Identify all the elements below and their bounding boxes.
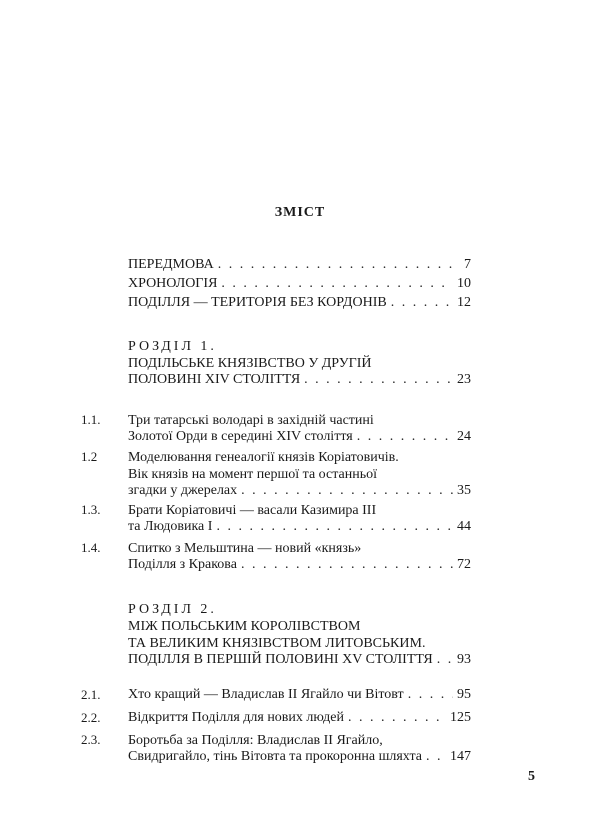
item-text-line: згадки у джерелах	[128, 483, 238, 498]
section-2-title-last[interactable]	[128, 651, 471, 669]
toc-item-1-2-last[interactable]	[128, 482, 471, 500]
toc-entry-text: ПЕРЕДМОВА	[128, 257, 214, 272]
toc-item-2-3-last[interactable]	[128, 748, 471, 766]
toc-entry-page: 93	[457, 652, 471, 667]
toc-item-2-1[interactable]	[128, 686, 471, 704]
toc-item-2-2[interactable]	[128, 709, 471, 727]
toc-entry-preface[interactable]	[128, 256, 471, 274]
item-number: 1.4.	[81, 540, 101, 555]
item-number: 2.2.	[81, 710, 101, 725]
section-2-heading[interactable]	[128, 601, 425, 652]
section-1-heading[interactable]	[128, 338, 372, 372]
section-title-line: ПОДІЛЬСЬКЕ КНЯЗІВСТВО У ДРУГІЙ	[128, 356, 372, 371]
toc-item-1-3[interactable]	[128, 502, 376, 519]
leader-dots	[357, 428, 453, 446]
section-title-line: ТА ВЕЛИКИМ КНЯЗІВСТВОМ ЛИТОВСЬКИМ.	[128, 636, 426, 651]
toc-item-1-1[interactable]	[128, 412, 374, 429]
toc-entry-page: 125	[450, 710, 471, 725]
section-label: РОЗДІЛ 1.	[128, 339, 217, 354]
item-number: 1.3.	[81, 502, 101, 517]
item-text-line: Брати Коріатовичі — васали Казимира III	[128, 503, 377, 518]
item-text-line: та Людовика І	[128, 519, 213, 534]
leader-dots	[408, 686, 453, 704]
page-title: ЗМІСТ	[274, 205, 326, 220]
toc-entry-page: 72	[457, 557, 471, 572]
toc-entry-page: 24	[457, 429, 471, 444]
toc-entry-page: 35	[457, 483, 471, 498]
toc-entry-page: 12	[457, 295, 471, 310]
item-text-line: Хто кращий — Владислав II Ягайло чи Вітовт	[128, 687, 404, 702]
toc-entry-page: 147	[450, 749, 471, 764]
page-number: 5	[528, 769, 535, 784]
leader-dots	[241, 556, 453, 574]
toc-entry-text: ПОДІЛЛЯ — ТЕРИТОРІЯ БЕЗ КОРДОНІВ	[128, 295, 387, 310]
leader-dots	[391, 294, 453, 312]
item-text-line: Поділля з Кракова	[128, 557, 237, 572]
leader-dots	[304, 371, 453, 389]
leader-dots	[348, 709, 446, 727]
toc-item-1-4[interactable]	[128, 540, 361, 557]
leader-dots	[241, 482, 453, 500]
toc-entry-page: 95	[457, 687, 471, 702]
toc-item-1-1-last[interactable]	[128, 428, 471, 446]
toc-item-1-2[interactable]	[128, 449, 399, 483]
toc-entry-chronology[interactable]	[128, 275, 471, 293]
section-title-line: МІЖ ПОЛЬСЬКИМ КОРОЛІВСТВОМ	[128, 619, 361, 634]
toc-item-1-4-last[interactable]	[128, 556, 471, 574]
leader-dots	[437, 651, 453, 669]
toc-item-2-3[interactable]	[128, 732, 383, 749]
toc-entry-page: 44	[457, 519, 471, 534]
toc-entry-page: 10	[457, 276, 471, 291]
toc-item-1-3-last[interactable]	[128, 518, 471, 536]
item-number: 2.1.	[81, 687, 101, 702]
item-text-line: Вік князів на момент першої та останньої	[128, 467, 377, 482]
item-text-line: Золотої Орди в середині XIV століття	[128, 429, 353, 444]
item-text-line: Моделювання генеалогії князів Коріатовичів.	[128, 450, 399, 465]
toc-entry-podillia[interactable]	[128, 294, 471, 312]
item-text-line: Спитко з Мельштина — новий «князь»	[128, 541, 362, 556]
item-text-line: Відкриття Поділля для нових людей	[128, 710, 344, 725]
section-label: РОЗДІЛ 2.	[128, 602, 217, 617]
section-title-line: ПОДІЛЛЯ В ПЕРШІЙ ПОЛОВИНІ XV СТОЛІТТЯ	[128, 652, 433, 667]
toc-entry-page: 7	[464, 257, 471, 272]
item-number: 1.1.	[81, 412, 101, 427]
item-text-line: Свидригайло, тінь Вітовта та прокоронна шляхта	[128, 749, 422, 764]
item-number: 2.3.	[81, 732, 101, 747]
leader-dots	[426, 748, 446, 766]
item-number: 1.2	[81, 449, 98, 464]
leader-dots	[221, 275, 453, 293]
section-title-line: ПОЛОВИНІ XIV СТОЛІТТЯ	[128, 372, 301, 387]
section-1-title-last[interactable]	[128, 371, 471, 389]
toc-entry-text: ХРОНОЛОГІЯ	[128, 276, 218, 291]
toc-entry-page: 23	[457, 372, 471, 387]
item-text-line: Боротьба за Поділля: Владислав II Ягайло,	[128, 733, 383, 748]
leader-dots	[218, 256, 460, 274]
leader-dots	[216, 518, 453, 536]
item-text-line: Три татарські володарі в західній частині	[128, 413, 374, 428]
